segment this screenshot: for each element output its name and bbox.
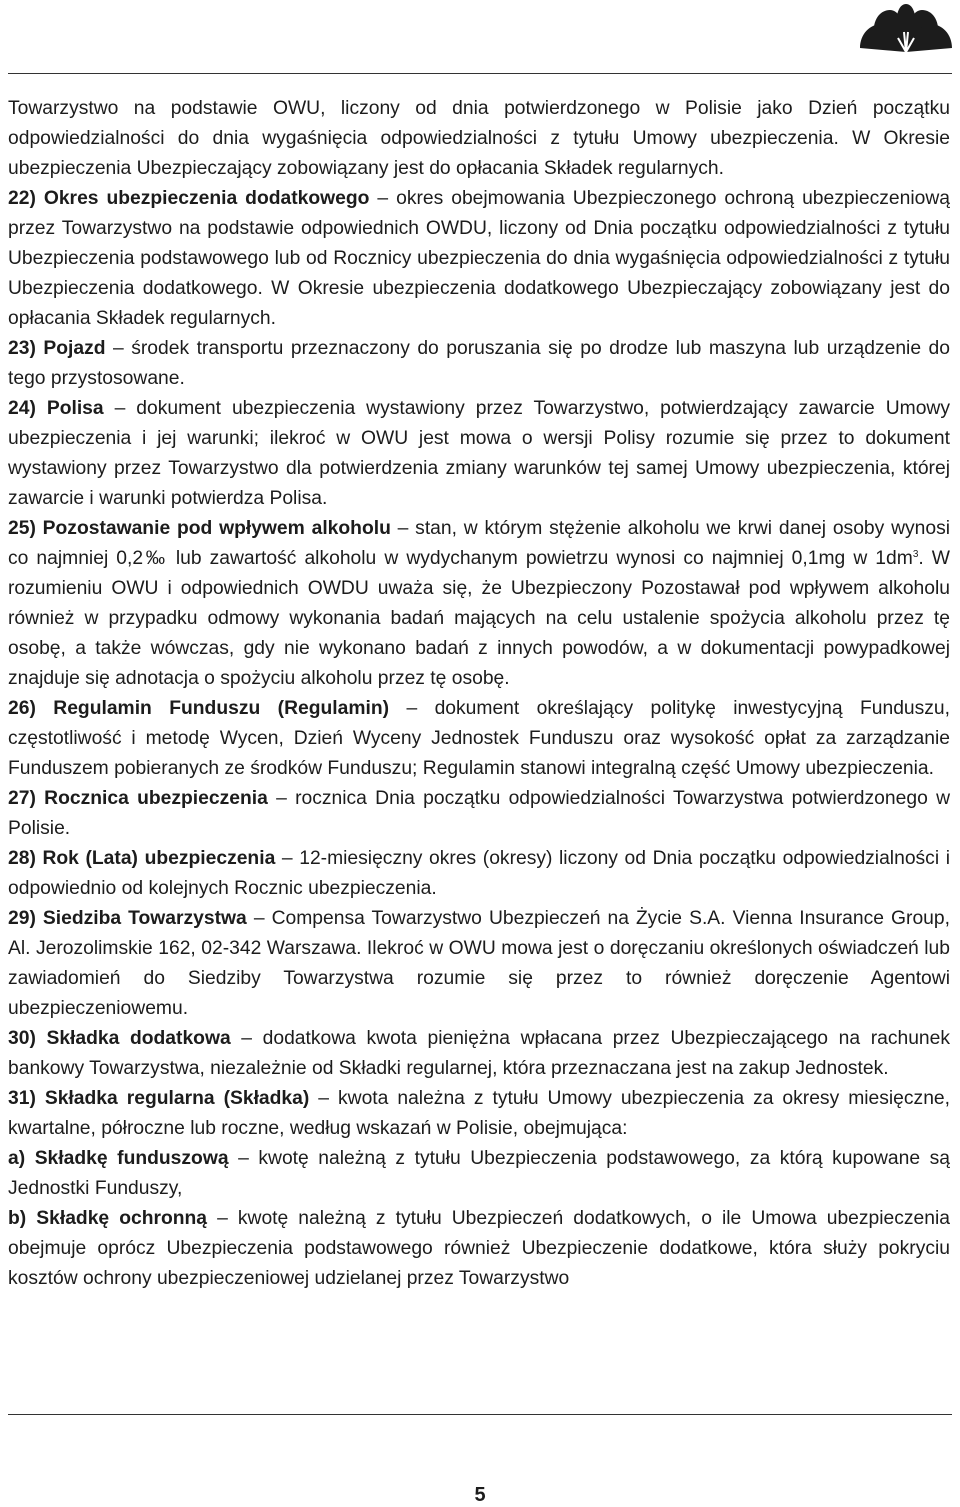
compensa-shell-logo-icon — [858, 2, 954, 54]
definition-29 — [8, 904, 950, 1024]
definition-31a — [8, 1144, 950, 1204]
definition-text: – dokument określający politykę inwestycyjną Funduszu, częstotliwość i metodę Wycen, Dzień Wyceny Jednostek Funduszu oraz wysokość opłat za zarządzanie Funduszem pobieranych ze środków Funduszu; Regulamin stanowi integralną część Umowy ubezpieczenia. — [8, 698, 950, 779]
definition-term: 24) Polisa — [8, 398, 104, 419]
definition-24 — [8, 394, 950, 514]
definition-27 — [8, 784, 950, 844]
definition-text-continued: . W rozumieniu OWU i odpowiednich OWDU uważa się, że Ubezpieczony Pozostawał pod wpływem alkoholu również w przypadku odmowy wykonania badań mających na celu ustalenie spożycia alkoholu przez tę osobę, a także wówczas, gdy nie wykonano badań z innych powodów, a w dokumentacji powypadkowej znajduje się adnotacja o spożyciu alkoholu przez tę osobę. — [8, 548, 950, 689]
definition-30 — [8, 1024, 950, 1084]
definition-text: – kwotę należną z tytułu Ubezpieczenia podstawowego, za którą kupowane są Jednostki Funduszy, — [8, 1148, 950, 1199]
page-number: 5 — [474, 1484, 486, 1506]
definition-text: – okres obejmowania Ubezpieczonego ochroną ubezpieczeniową przez Towarzystwo na podstawie odpowiednich OWDU, liczony od Dnia początku odpowiedzialności z tytułu Ubezpieczenia podstawowego lub od Rocznicy ubezpieczenia do dnia wygaśnięcia odpowiedzialności z tytułu Ubezpieczenia dodatkowego. W Okresie ubezpieczenia dodatkowego Ubezpieczający zobowiązany jest do opłacania Składek regularnych. — [8, 188, 950, 329]
definition-text: – dodatkowa kwota pieniężna wpłacana przez Ubezpieczającego na rachunek bankowy Towarzystwa, niezależnie od Składki regularnej, która przeznaczana jest na zakup Jednostek. — [8, 1028, 951, 1079]
definition-text: – Compensa Towarzystwo Ubezpieczeń na Życie S.A. Vienna Insurance Group, Al. Jerozolimskie 162, 02-342 Warszawa. Ilekroć w OWU mowa jest o doręczaniu określonych oświadczeń lub zawiadomień do Siedziby Towarzystwa rozumie się przez to również doręczenie Agentowi ubezpieczeniowemu. — [8, 908, 950, 1019]
definition-term: 29) Siedziba Towarzystwa — [8, 908, 247, 929]
intro-paragraph: Towarzystwo na podstawie OWU, liczony od dnia potwierdzonego w Polisie jako Dzień początku odpowiedzialności do dnia wygaśnięcia odpowiedzialności z tytułu Umowy ubezpieczenia. W Okresie ubezpieczenia Ubezpieczający zobowiązany jest do opłacania Składek regularnych. — [8, 98, 950, 179]
definition-22 — [8, 184, 950, 334]
definition-term: 25) Pozostawanie pod wpływem alkoholu — [8, 518, 391, 539]
definition-term: b) Składkę ochronną — [8, 1208, 208, 1229]
definition-text: – środek transportu przeznaczony do poruszania się po drodze lub maszyna lub urządzenie do tego przystosowane. — [8, 338, 950, 389]
definition-term: 26) Regulamin Funduszu (Regulamin) — [8, 698, 390, 719]
definitions-body — [8, 94, 950, 1294]
definition-text: – rocznica Dnia początku odpowiedzialności Towarzystwa potwierdzonego w Polisie. — [8, 788, 950, 839]
definition-text: – stan, w którym stężenie alkoholu we krwi danej osoby wynosi co najmniej 0,2‰ lub zawartość alkoholu w wydychanym powietrzu wynosi co najmniej 0,1mg w 1dm — [8, 518, 951, 569]
definition-25 — [8, 514, 950, 694]
footer-rule — [8, 1414, 952, 1415]
definition-23 — [8, 334, 950, 394]
definition-text: – kwota należna z tytułu Umowy ubezpieczenia za okresy miesięczne, kwartalne, półroczne lub roczne, według wskazań w Polisie, obejmująca: — [8, 1088, 950, 1139]
definition-28 — [8, 844, 950, 904]
definition-31 — [8, 1084, 950, 1144]
superscript: 3 — [912, 549, 919, 560]
definition-term: 23) Pojazd — [8, 338, 106, 359]
definition-term: a) Składkę funduszową — [8, 1148, 229, 1169]
definition-term: 30) Składka dodatkowa — [8, 1028, 231, 1049]
definition-term: 22) Okres ubezpieczenia dodatkowego — [8, 188, 370, 209]
definition-term: 31) Składka regularna (Składka) — [8, 1088, 310, 1109]
definition-term: 27) Rocznica ubezpieczenia — [8, 788, 268, 809]
definition-text: – kwotę należną z tytułu Ubezpieczeń dodatkowych, o ile Umowa ubezpieczenia obejmuje oprócz Ubezpieczenia podstawowego również Ubezpieczenie dodatkowe, która służy pokryciu kosztów ochrony ubezpieczeniowej udzielanej przez Towarzystwo — [8, 1208, 951, 1289]
definition-text: – 12-miesięczny okres (okresy) liczony od Dnia początku odpowiedzialności i odpowiednio od kolejnych Rocznic ubezpieczenia. — [8, 848, 950, 899]
definition-31b — [8, 1204, 950, 1294]
header-rule — [8, 73, 952, 74]
definition-term: 28) Rok (Lata) ubezpieczenia — [8, 848, 276, 869]
definition-26 — [8, 694, 950, 784]
definition-text: – dokument ubezpieczenia wystawiony przez Towarzystwo, potwierdzający zawarcie Umowy ubezpieczenia i jej warunki; ilekroć w OWU jest mowa o wersji Polisy rozumie się przez to dokument wystawiony przez Towarzystwo dla potwierdzenia zmiany warunków tej samej Umowy ubezpieczenia, której zawarcie i warunki potwierdza Polisa. — [8, 398, 950, 509]
